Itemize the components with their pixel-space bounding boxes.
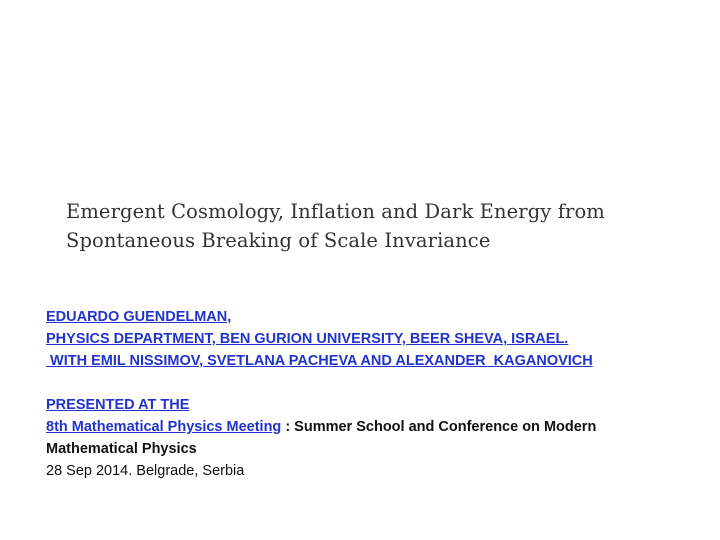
paper-title-line-1: Emergent Cosmology, Inflation and Dark Energy from: [66, 200, 605, 223]
paper-title: [66, 197, 686, 255]
coauthors-link[interactable]: WITH EMIL NISSIMOV, SVETLANA PACHEVA AND ALEXANDER KAGANOVICH: [46, 353, 593, 369]
author-name-link[interactable]: EDUARDO GUENDELMAN,: [46, 309, 232, 325]
paper-title-line-2: Spontaneous Breaking of Scale Invariance: [66, 229, 491, 252]
author-info: [46, 306, 686, 482]
presented-at-link[interactable]: PRESENTED AT THE: [46, 397, 190, 413]
meeting-description-cont: Mathematical Physics: [46, 441, 197, 457]
date-place: 28 Sep 2014. Belgrade, Serbia: [46, 463, 245, 479]
meeting-link[interactable]: 8th Mathematical Physics Meeting: [46, 419, 282, 435]
meeting-description: : Summer School and Conference on Modern: [281, 419, 597, 435]
affiliation-link[interactable]: PHYSICS DEPARTMENT, BEN GURION UNIVERSITY, BEER SHEVA, ISRAEL.: [46, 331, 569, 347]
spacer: [46, 372, 686, 394]
